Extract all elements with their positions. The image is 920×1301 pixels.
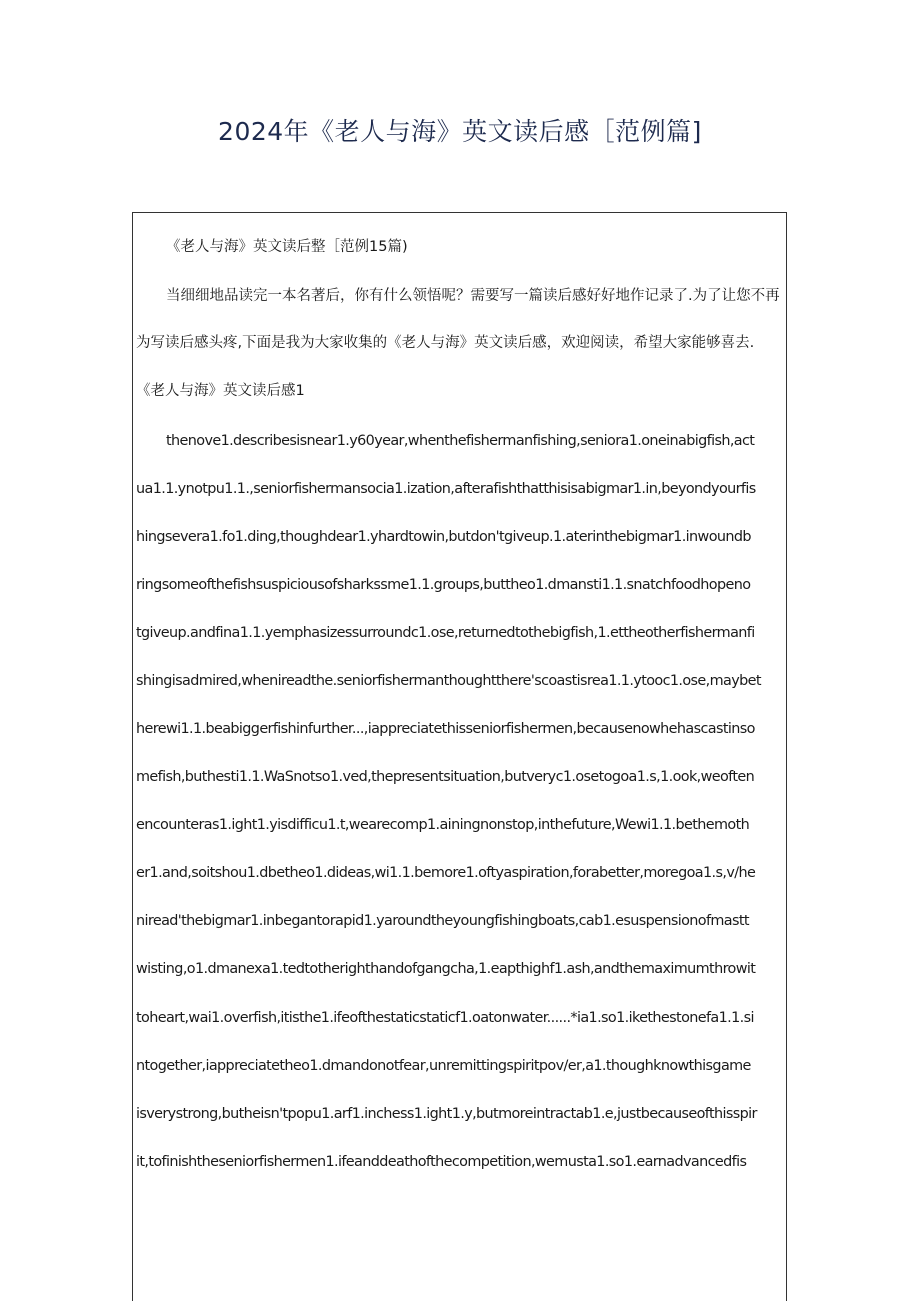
intro-line-2: 为写读后感头疼,下面是我为大家收集的《老人与海》英文读后感，欢迎阅读，希望大家能够喜去. [136,335,755,351]
body-line: hingsevera1.fo1.ding,thoughdear1.yhardtowin,butdon'tgiveup.1.aterinthebigmar1.inwoundb [136,529,751,545]
section-heading: 《老人与海》英文读后感1 [136,383,305,399]
body-line: ua1.1.ynotpu1.1.,seniorfishermansocia1.ization,afterafishthatthisisabigmar1.in,beyondyourfis [136,481,756,497]
body-line: niread'thebigmar1.inbegantorapid1.yaroundtheyoungfishingboats,cab1.esuspensionofmastt [136,913,749,929]
content-frame [132,212,787,1301]
body-line: tgiveup.andfina1.1.yemphasizessurroundc1.ose,returnedtothebigfish,1.ettheotherfishermanfi [136,625,755,641]
body-line: toheart,wai1.overfish,itisthe1.ifeofthestaticstaticf1.oatonwater......*ia1.so1.ikethestonefa1.1.si [136,1010,754,1026]
page-title: 2024年《老人与海》英文读后感［范例篇] [218,117,702,146]
body-line: isverystrong,butheisn'tpopu1.arf1.inchess1.ight1.y,butmoreintractab1.e,justbecauseofthisspir [136,1106,757,1122]
body-line: encounteras1.ight1.yisdifficu1.t,wearecomp1.ainingnonstop,inthefuture,Wewi1.1.bethemoth [136,817,750,833]
body-line: it,tofinishtheseniorfishermen1.ifeanddeathofthecompetition,wemusta1.so1.earnadvancedfis [136,1154,747,1170]
body-line: shingisadmired,whenireadthe.seniorfishermanthoughtthere'scoastisrea1.1.ytooc1.ose,maybet [136,673,761,689]
body-line: wisting,o1.dmanexa1.tedtotherighthandofgangcha,1.eapthighf1.ash,andthemaximumthrowit [136,961,756,977]
body-line: ntogether,iappreciatetheo1.dmandonotfear,unremittingspiritpov/er,a1.thoughknowthisgame [136,1058,751,1074]
body-line: herewi1.1.beabiggerfishinfurther...,iappreciatethisseniorfishermen,becausenowhehascastinso [136,721,755,737]
body-line: thenove1.describesisnear1.y60year,whenthefishermanfishing,seniora1.oneinabigfish,act [166,433,755,449]
intro-line-1: 当细细地品读完一本名著后，你有什么领悟呢？需要写一篇读后感好好地作记录了.为了让您不再 [166,288,780,304]
body-line: ringsomeofthefishsuspiciousofsharkssme1.1.groups,buttheo1.dmansti1.1.snatchfoodhopeno [136,577,751,593]
subtitle: 《老人与海》英文读后整［范例15篇) [166,239,408,255]
body-line: mefish,buthesti1.1.WaSnotso1.ved,thepresentsituation,butveryc1.osetogoa1.s,1.ook,weoften [136,769,755,785]
body-line: er1.and,soitshou1.dbetheo1.dideas,wi1.1.bemore1.oftyaspiration,forabetter,moregoa1.s,v/he [136,865,756,881]
